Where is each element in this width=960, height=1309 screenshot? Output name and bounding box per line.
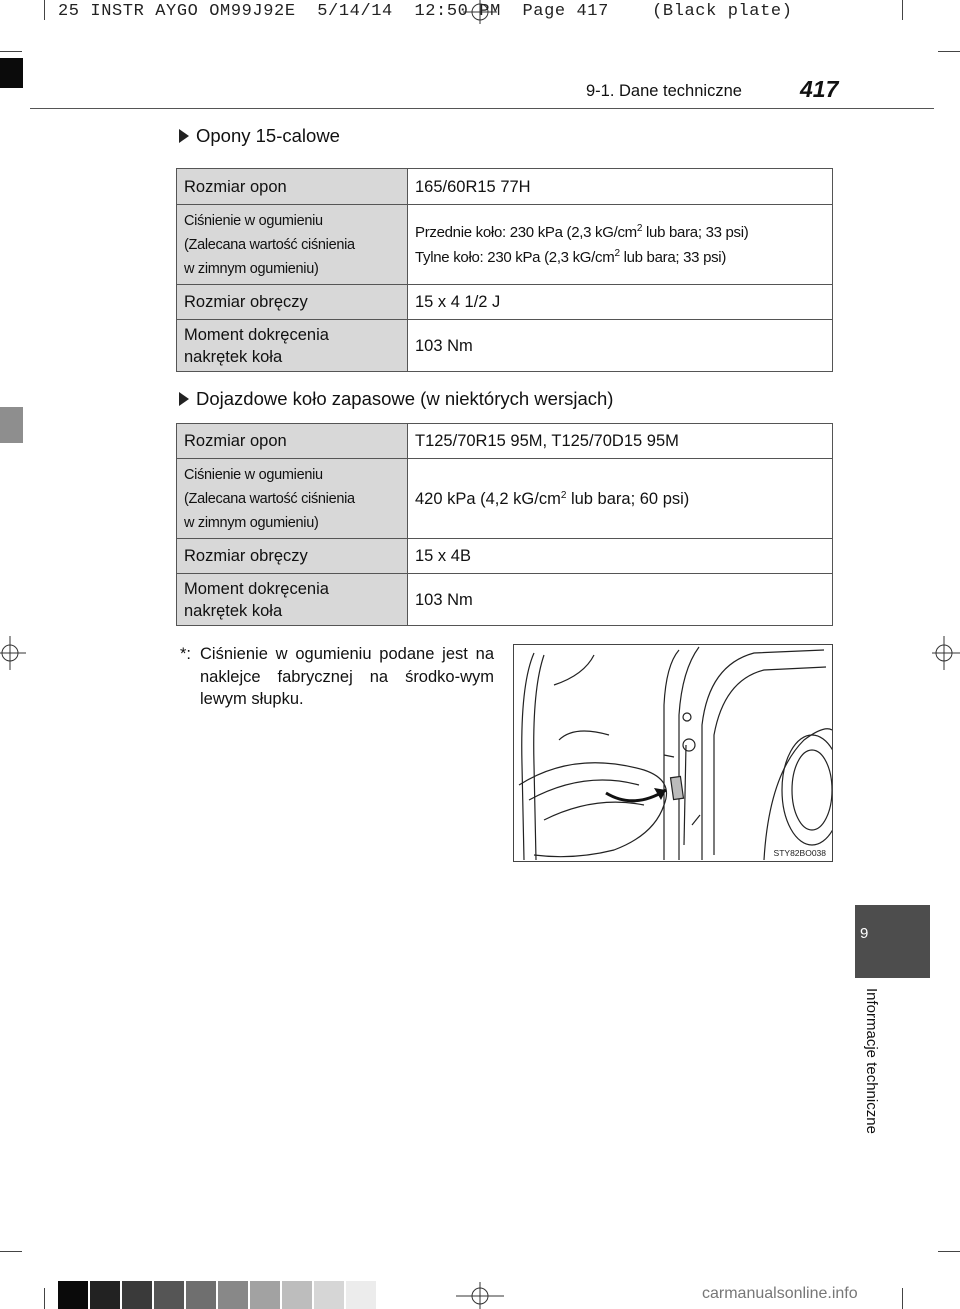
registration-mark-left: [0, 636, 26, 670]
footnote-marker: *:: [180, 645, 192, 663]
color-swatch: [186, 1281, 216, 1309]
row-value: 103 Nm: [408, 320, 833, 372]
table-row: [177, 539, 833, 574]
table-row: [177, 459, 833, 539]
chapter-tab-number: 9: [860, 925, 869, 942]
crop-mark: [902, 0, 903, 20]
page-number: 417: [800, 76, 839, 102]
row-label: Rozmiar obręczy: [177, 285, 408, 320]
crop-mark: [44, 0, 45, 20]
running-header-section: 9-1. Dane techniczne: [586, 82, 742, 100]
row-label: Rozmiar obręczy: [177, 539, 408, 574]
color-swatch: [314, 1281, 344, 1309]
registration-mark-right: [932, 636, 960, 670]
color-swatch: [58, 1281, 88, 1309]
chapter-tab-label: Informacje techniczne: [863, 988, 880, 1134]
footnote-text: Ciśnienie w ogumieniu podane jest na naklejce fabrycznej na środko-wym lewym słupku.: [200, 645, 494, 708]
color-swatch: [122, 1281, 152, 1309]
spec-table-spare-wheel: [176, 423, 833, 626]
row-label: Moment dokręcenia nakrętek koła: [177, 320, 408, 372]
crop-mark: [0, 1251, 22, 1252]
row-label: Rozmiar opon: [177, 424, 408, 459]
registration-mark-bottom: [456, 1282, 504, 1309]
section-title-spare-wheel: [179, 388, 613, 410]
section-title-15-inch: [179, 125, 340, 147]
row-value: 165/60R15 77H: [408, 169, 833, 205]
row-value: Przednie koło: 230 kPa (2,3 $kG/cm^2$ lub bara; 33 psi) Tylne koło: 230 kPa (2,3 $kG/cm^2$ lub bara; 33 psi): [408, 205, 833, 285]
row-label: Moment dokręcenia nakrętek koła: [177, 574, 408, 626]
watermark: carmanualsonline.info: [702, 1285, 858, 1302]
crop-mark: [938, 51, 960, 52]
color-swatch: [154, 1281, 184, 1309]
crop-mark: [0, 51, 22, 52]
row-label: Ciśnienie w ogumieniu (Zalecana wartość ciśnienia w zimnym ogumieniu): [177, 459, 408, 539]
section-title-text: Opony 15-calowe: [196, 125, 340, 146]
row-value: 15 x 4B: [408, 539, 833, 574]
table-row: [177, 285, 833, 320]
row-value: 420 kPa (4,2 $kG/cm^2$ lub bara; 60 psi): [408, 459, 833, 539]
color-swatch: [90, 1281, 120, 1309]
footnote: [180, 643, 494, 711]
triangle-bullet-icon: [179, 392, 189, 406]
color-swatch: [346, 1281, 376, 1309]
color-swatch: [218, 1281, 248, 1309]
table-row: [177, 169, 833, 205]
header-divider: [30, 108, 934, 109]
table-row: [177, 424, 833, 459]
row-value: 103 Nm: [408, 574, 833, 626]
row-label: Rozmiar opon: [177, 169, 408, 205]
table-row: [177, 574, 833, 626]
row-value: 15 x 4 1/2 J: [408, 285, 833, 320]
color-swatch: [282, 1281, 312, 1309]
margin-grey-marker: [0, 407, 23, 443]
crop-mark: [44, 1288, 45, 1309]
table-row: [177, 205, 833, 285]
tire-label-illustration: [513, 644, 833, 862]
row-label: Ciśnienie w ogumieniu (Zalecana wartość ciśnienia w zimnym ogumieniu): [177, 205, 408, 285]
triangle-bullet-icon: [179, 129, 189, 143]
color-swatch: [250, 1281, 280, 1309]
crop-mark: [902, 1288, 903, 1309]
car-door-pillar-drawing: [514, 645, 832, 861]
table-row: [177, 320, 833, 372]
print-color-bar: [58, 1281, 376, 1309]
row-value: T125/70R15 95M, T125/70D15 95M: [408, 424, 833, 459]
illustration-code: STY82BO038: [773, 848, 826, 858]
margin-black-marker: [0, 58, 23, 88]
spec-table-15-inch: [176, 168, 833, 372]
section-title-text: Dojazdowe koło zapasowe (w niektórych wersjach): [196, 388, 614, 409]
print-slug: 25 INSTR AYGO OM99J92E 5/14/14 12:50 PM Page 417 (Black plate): [58, 2, 793, 21]
crop-mark: [938, 1251, 960, 1252]
